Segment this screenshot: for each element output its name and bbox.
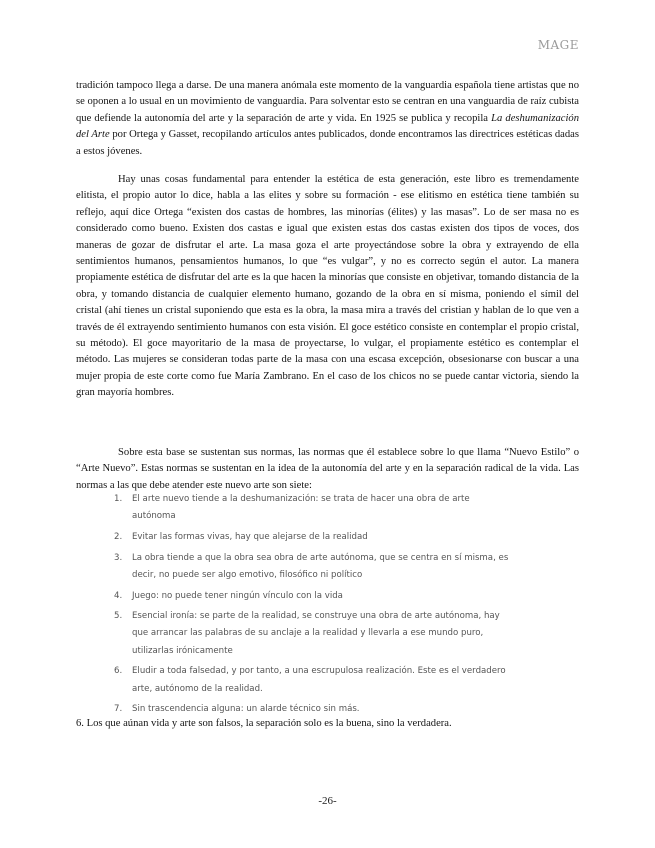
rules-list	[112, 491, 512, 718]
paragraph-elitism-text: Hay unas cosas fundamental para entender la estética de esta generación, este libro es tremendamente elitista, el propio autor lo dice, habla a las elites y sobre su formación - ese elitismo en estética tiene también su reflejo, aquí dice Ortega “existen dos castas de hombres, las minorías (élites) y las masas”. Lo de ser masa no es considerado como bueno. Existen dos castas e igual que existen estas dos castas existen dos tipos de voces, dos maneras de gozar de disfrutar el arte. La masa goza el arte proyectándose sobre la obra y extrayendo de ella sentimientos humanos, pensamientos humanos, lo que “es vulgar”, y no es correcto según el autor. La manera propiamente estética de disfrutar del arte es la que hacen la minorías que consiste en objetivar, tomando distancia de la obra, y tomando distancia de cualquier elemento humano, gozando de la obra en sí misma, poniendo el símil del cristal (ahí tienes un cristal suponiendo que esta es la obra, la masa mira a través del cristian y hablan de lo que ven a través de él extrayendo sentimiento humanos con esta visión. El goce estético consiste en contemplar el propio cristal, su método). El goce mayoritario de la masa de proyectarse, lo vulgar, el propiamente estético es contemplar el método. Las mujeres se consideran todas parte de la masa con una escasa excepción, obsesionarse con buscar a una mujer propia de este corte como fue María Zambrano. En el caso de los chicos no se puede cantar victoria, siendo la gran mayoría hombres.	[76, 174, 579, 399]
list-item-number: 1.	[114, 494, 123, 504]
running-header: MAGE	[537, 38, 579, 52]
paragraph-rule-six: 6. Los que aúnan vida y arte son falsos, la separación solo es la buena, sino la verdadera.	[76, 718, 452, 729]
book-title: La deshumanización del Arte	[76, 112, 579, 141]
list-item-number: 5.	[114, 611, 123, 622]
list-item-text: El arte nuevo tiende a la deshumanización: se trata de hacer una obra de arte autónoma	[132, 494, 470, 522]
paragraph-elitism	[76, 172, 579, 402]
paragraph-intro-rest: por Ortega y Gasset, recopilando artículos antes publicados, donde encontramos las directrices estéticas dadas a estos jóvenes.	[76, 129, 579, 157]
list-item-number: 6.	[114, 666, 123, 677]
list-item-text: Evitar las formas vivas, hay que alejarse de la realidad	[132, 531, 368, 542]
paragraph-intro-text: tradición tampoco llega a darse. De una manera anómala este momento de la vanguardia española tiene artistas que no se oponen a lo usual en un movimiento de vanguardia. Para solventar esto se centran en una vanguardia de raíz cubista que defiende la autonomía del arte y la separación de arte y vida. En 1925 se publica y recopila	[76, 80, 579, 124]
list-item-text: Esencial ironía: se parte de la realidad, se construye una obra de arte autónoma, hay que arrancar las palabras de su anclaje a la realidad y llevarla a ese mundo puro, utilizarlas irónicamente	[132, 611, 500, 656]
list-item-text: Sin trascendencia alguna: un alarde técnico sin más.	[132, 704, 360, 715]
paragraph-norms-text: Sobre esta base se sustentan sus normas, las normas que él establece sobre lo que llama “Nuevo Estilo” o “Arte Nuevo”. Estas normas se sustentan en la idea de la autonomía del arte y en la separación radical de la vida. Las normas a las que debe atender este nuevo arte son siete:	[76, 447, 579, 491]
rules-list-image	[112, 491, 512, 722]
list-item	[112, 663, 512, 697]
list-item	[112, 608, 512, 660]
list-item-text: Juego: no puede tener ningún vínculo con la vida	[132, 590, 343, 601]
paragraph-norms	[76, 445, 579, 494]
list-item-number: 4.	[114, 590, 123, 601]
list-item-number: 7.	[114, 704, 123, 715]
list-item	[112, 550, 512, 584]
list-item	[112, 588, 512, 605]
paragraph-intro	[76, 78, 579, 160]
list-item	[112, 529, 512, 546]
list-item-number: 3.	[114, 552, 123, 563]
list-item-number: 2.	[114, 531, 123, 542]
list-item-text: Eludir a toda falsedad, y por tanto, a una escrupulosa realización. Este es el verdadero arte, autónomo de la realidad.	[132, 666, 506, 694]
page-number: -26-	[318, 795, 337, 807]
list-item-text: La obra tiende a que la obra sea obra de arte autónoma, que se centra en sí misma, es decir, no puede ser algo emotivo, filosófico ni político	[132, 552, 509, 580]
list-item	[112, 491, 512, 525]
